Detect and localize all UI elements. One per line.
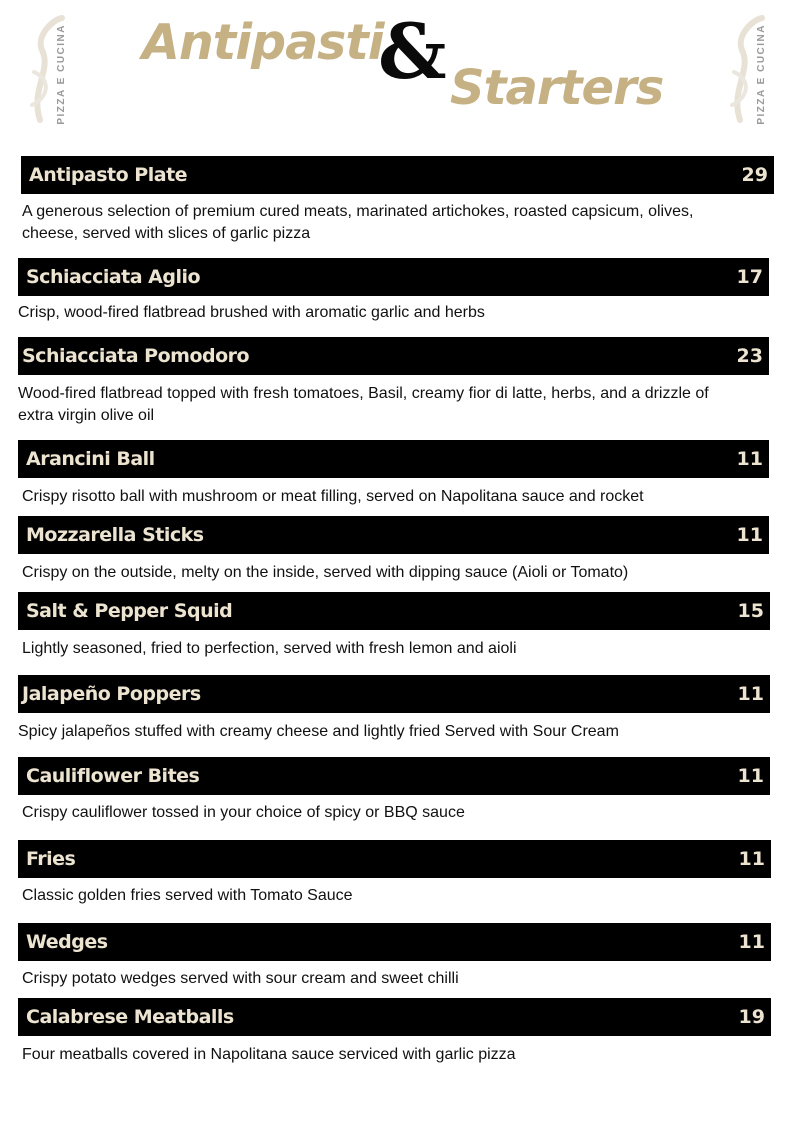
- menu-item-bar: [18, 592, 770, 630]
- item-price: 11: [736, 524, 763, 546]
- title-ampersand: &: [378, 7, 447, 96]
- item-description: Crisp, wood-fired flatbread brushed with aromatic garlic and herbs: [18, 304, 485, 321]
- item-price: 11: [736, 448, 763, 470]
- item-price: 11: [738, 931, 765, 953]
- menu-item-bar: [18, 757, 770, 795]
- restaurant-logo-watermark: [22, 10, 74, 130]
- menu-item-bar: [18, 923, 771, 961]
- menu-item-bar: [18, 840, 771, 878]
- item-description: Crispy cauliflower tossed in your choice of spicy or BBQ sauce: [22, 804, 465, 821]
- logo-subtitle: PIZZA E CUCINA: [756, 24, 767, 125]
- item-price: 23: [736, 345, 763, 367]
- menu-item-bar: [18, 998, 771, 1036]
- menu-item-bar: [18, 675, 770, 713]
- item-description: Crispy potato wedges served with sour cream and sweet chilli: [22, 970, 459, 987]
- title-starters: Starters: [450, 60, 664, 116]
- item-description: Crispy on the outside, melty on the inside, served with dipping sauce (Aioli or Tomato): [22, 564, 629, 581]
- item-description: Crispy risotto ball with mushroom or meat filling, served on Napolitana sauce and rocket: [22, 488, 644, 505]
- item-name: Wedges: [26, 931, 108, 953]
- item-description: A generous selection of premium cured meats, marinated artichokes, roasted capsicum, olives, cheese, served with slices of garlic pizza: [22, 203, 694, 242]
- item-name: Schiacciata Aglio: [26, 266, 201, 288]
- menu-item-bar: [18, 516, 769, 554]
- item-name: Antipasto Plate: [29, 164, 188, 186]
- menu-item-bar: [18, 440, 769, 478]
- item-description: Lightly seasoned, fried to perfection, served with fresh lemon and aioli: [22, 640, 517, 657]
- menu-header: [0, 0, 794, 140]
- item-price: 11: [737, 683, 764, 705]
- item-name: Fries: [26, 848, 76, 870]
- logo-subtitle: PIZZA E CUCINA: [56, 24, 67, 125]
- item-price: 11: [737, 765, 764, 787]
- item-description: Spicy jalapeños stuffed with creamy cheese and lightly fried Served with Sour Cream: [18, 723, 619, 740]
- restaurant-logo-watermark-right: [722, 10, 774, 130]
- item-price: 19: [738, 1006, 765, 1028]
- item-description: Wood-fired flatbread topped with fresh tomatoes, Basil, creamy fior di latte, herbs, and a drizzle of extra virgin olive oil: [18, 385, 709, 424]
- item-price: 29: [741, 164, 768, 186]
- menu-item-bar: [21, 156, 774, 194]
- item-description: Classic golden fries served with Tomato Sauce: [22, 887, 353, 904]
- item-price: 17: [736, 266, 763, 288]
- item-description: Four meatballs covered in Napolitana sauce serviced with garlic pizza: [22, 1046, 516, 1063]
- item-name: Jalapeño Poppers: [22, 683, 201, 705]
- title-antipasti: Antipasti: [142, 14, 384, 71]
- menu-item-bar: [18, 258, 769, 296]
- item-name: Calabrese Meatballs: [26, 1006, 234, 1028]
- item-price: 15: [737, 600, 764, 622]
- menu-item-bar: [18, 337, 769, 375]
- item-price: 11: [738, 848, 765, 870]
- item-name: Salt & Pepper Squid: [26, 600, 233, 622]
- item-name: Arancini Ball: [26, 448, 155, 470]
- item-name: Cauliflower Bites: [26, 765, 200, 787]
- item-name: Mozzarella Sticks: [26, 524, 204, 546]
- item-name: Schiacciata Pomodoro: [22, 345, 250, 367]
